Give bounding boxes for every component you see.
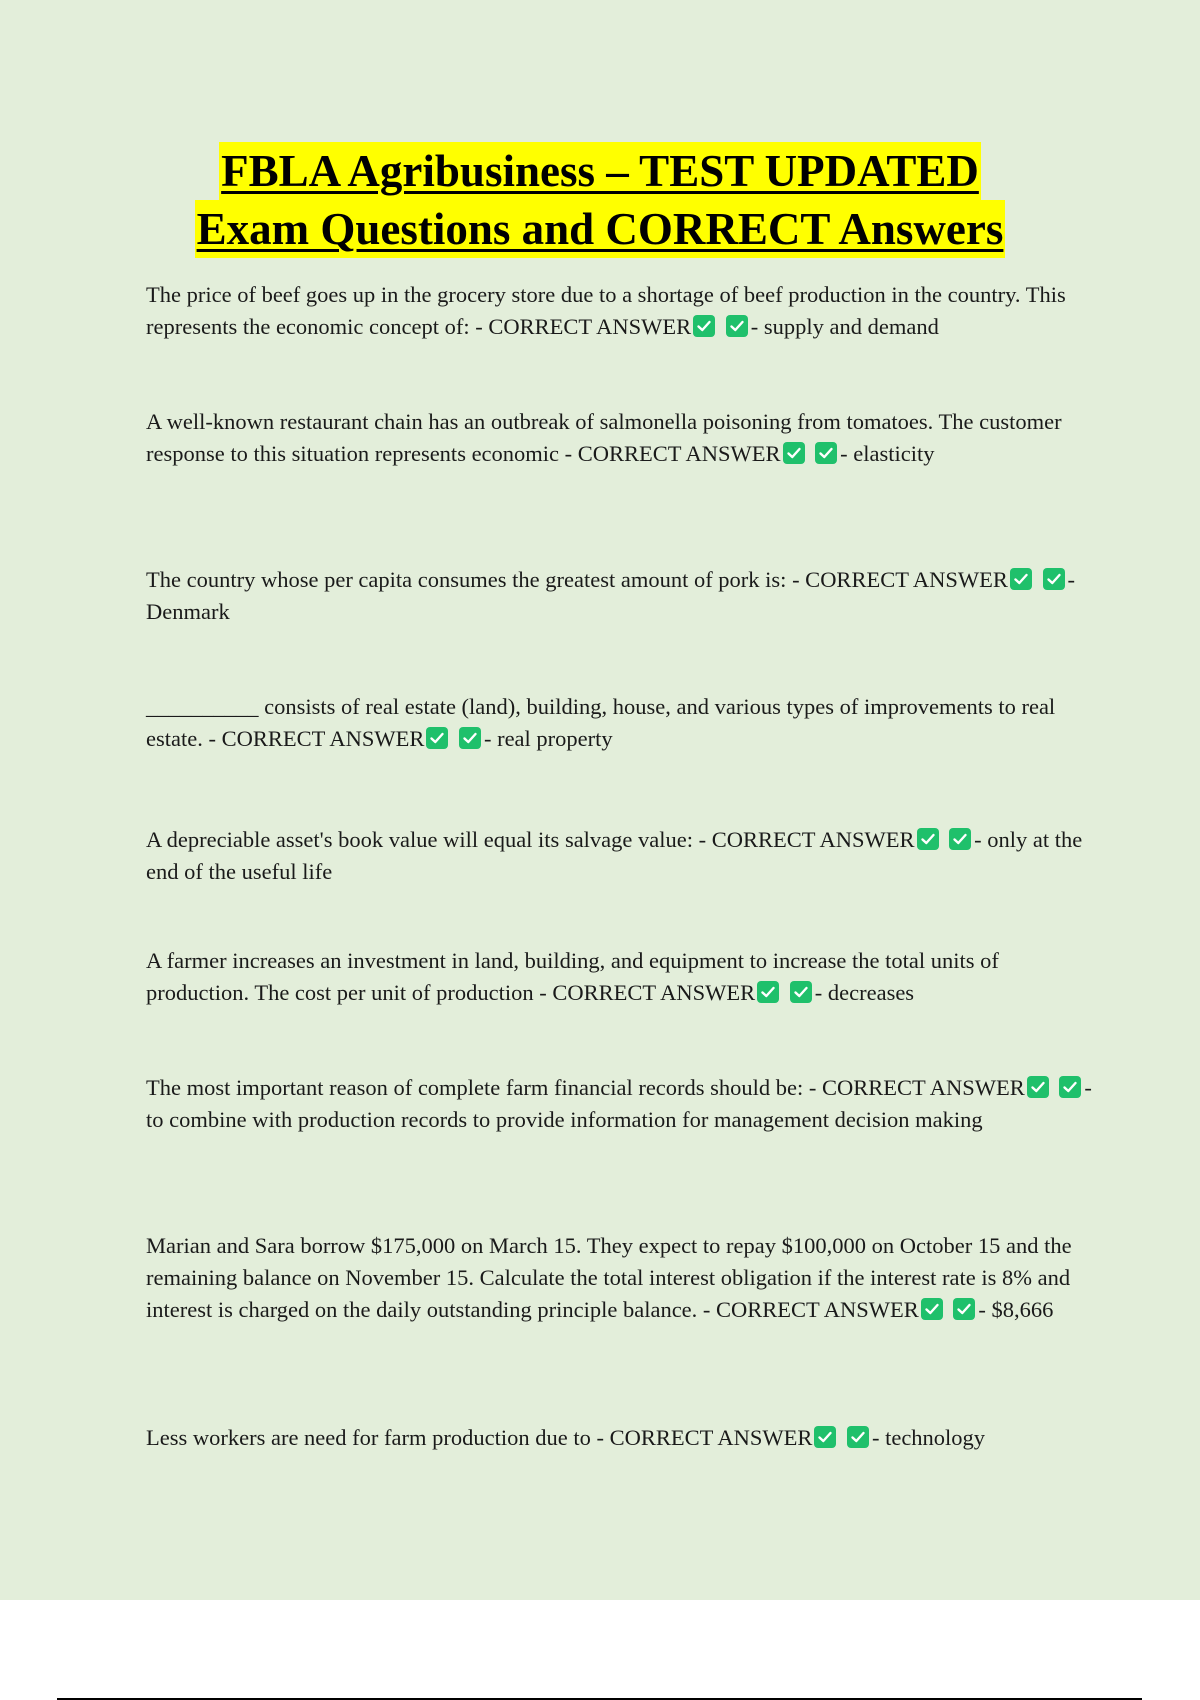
check-mark-icon (693, 315, 715, 337)
answer-marker: - CORRECT ANSWER (564, 441, 781, 466)
check-mark-icon (1027, 1076, 1049, 1098)
check-mark-icon (949, 828, 971, 850)
answer-text: supply and demand (763, 314, 939, 339)
check-mark-icon (847, 1426, 869, 1448)
qa-item: __________ consists of real estate (land), building, house, and various types of improvements to real estate. - CORRECT ANSWER - real property (146, 694, 1056, 751)
answer-text: $8,666 (991, 1297, 1054, 1322)
question-text: The most important reason of complete farm financial records should be: (146, 1075, 804, 1100)
answer-text: real property (497, 726, 613, 751)
qa-item: A depreciable asset's book value will equal its salvage value: - CORRECT ANSWER - only at the end of the useful life (146, 827, 1083, 884)
answer-text: decreases (827, 980, 915, 1005)
check-mark-icon (783, 442, 805, 464)
check-mark-icon (459, 727, 481, 749)
qa-item: A farmer increases an investment in land, building, and equipment to increase the total units of production. The cost per unit of production - CORRECT ANSWER - decreases (146, 948, 999, 1005)
answer-marker: - CORRECT ANSWER (702, 1297, 919, 1322)
answer-text: only at the end of the useful life (146, 827, 1083, 884)
qa-item: Marian and Sara borrow $175,000 on March 15. They expect to repay $100,000 on October 15 and the remaining balance on November 15. Calculate the total interest obligation if the interest rate is 8% and interest is charged on the daily outstanding principle balance. - CORRECT ANSWER - $8,666 (146, 1233, 1072, 1322)
answer-marker: - CORRECT ANSWER (808, 1075, 1025, 1100)
question-text: Marian and Sara borrow $175,000 on March 15. They expect to repay $100,000 on October 15 and the remaining balance on November 15. Calculate the total interest obligation if the interest rate is 8% and interest is charged on the daily outstanding principle balance. (146, 1233, 1072, 1322)
title-line-1: FBLA Agribusiness – TEST UPDATED (219, 142, 981, 200)
answer-marker: - CORRECT ANSWER (208, 726, 425, 751)
check-mark-icon (917, 828, 939, 850)
check-mark-icon (921, 1298, 943, 1320)
answer-text: elasticity (853, 441, 935, 466)
answer-marker: - CORRECT ANSWER (596, 1425, 813, 1450)
qa-item: The most important reason of complete farm financial records should be: - CORRECT ANSWER - to combine with production records to provide information for management decision making (146, 1075, 1092, 1132)
question-text: A depreciable asset's book value will equal its salvage value: (146, 827, 694, 852)
check-mark-icon (757, 981, 779, 1003)
question-text: The country whose per capita consumes the greatest amount of pork is: (146, 567, 787, 592)
answer-marker: - CORRECT ANSWER (475, 314, 692, 339)
answer-marker: - CORRECT ANSWER (698, 827, 915, 852)
check-mark-icon (426, 727, 448, 749)
check-mark-icon (726, 315, 748, 337)
title-line-2: Exam Questions and CORRECT Answers (195, 200, 1006, 258)
answer-text: to combine with production records to provide information for management decision making (146, 1107, 983, 1132)
answer-text: Denmark (146, 599, 230, 624)
check-mark-icon (790, 981, 812, 1003)
question-text: __________ consists of real estate (land), building, house, and various types of improvements to real estate. (146, 694, 1056, 751)
question-text: A farmer increases an investment in land, building, and equipment to increase the total units of production. The cost per unit of production (146, 948, 999, 1005)
answer-text: technology (885, 1425, 986, 1450)
qa-item: The price of beef goes up in the grocery store due to a shortage of beef production in the country. This represents the economic concept of: - CORRECT ANSWER - supply and demand (146, 282, 1066, 339)
question-text: Less workers are need for farm production due to (146, 1425, 591, 1450)
answer-marker: - CORRECT ANSWER (539, 980, 756, 1005)
document-title (0, 142, 1200, 258)
answer-marker: - CORRECT ANSWER (792, 567, 1008, 592)
qa-item: A well-known restaurant chain has an outbreak of salmonella poisoning from tomatoes. The customer response to this situation represents economic - CORRECT ANSWER - elasticity (146, 409, 1062, 466)
qa-item: The country whose per capita consumes the greatest amount of pork is: - CORRECT ANSWER - Denmark (146, 567, 1076, 624)
check-mark-icon (814, 1426, 836, 1448)
check-mark-icon (815, 442, 837, 464)
question-text: A well-known restaurant chain has an outbreak of salmonella poisoning from tomatoes. The customer response to this situation represents economic (146, 409, 1062, 466)
qa-item: Less workers are need for farm production due to - CORRECT ANSWER - technology (146, 1425, 986, 1450)
check-mark-icon (1043, 568, 1065, 590)
check-mark-icon (953, 1298, 975, 1320)
check-mark-icon (1010, 568, 1032, 590)
check-mark-icon (1059, 1076, 1081, 1098)
question-text: The price of beef goes up in the grocery store due to a shortage of beef production in the country. This represents the economic concept of: (146, 282, 1066, 339)
